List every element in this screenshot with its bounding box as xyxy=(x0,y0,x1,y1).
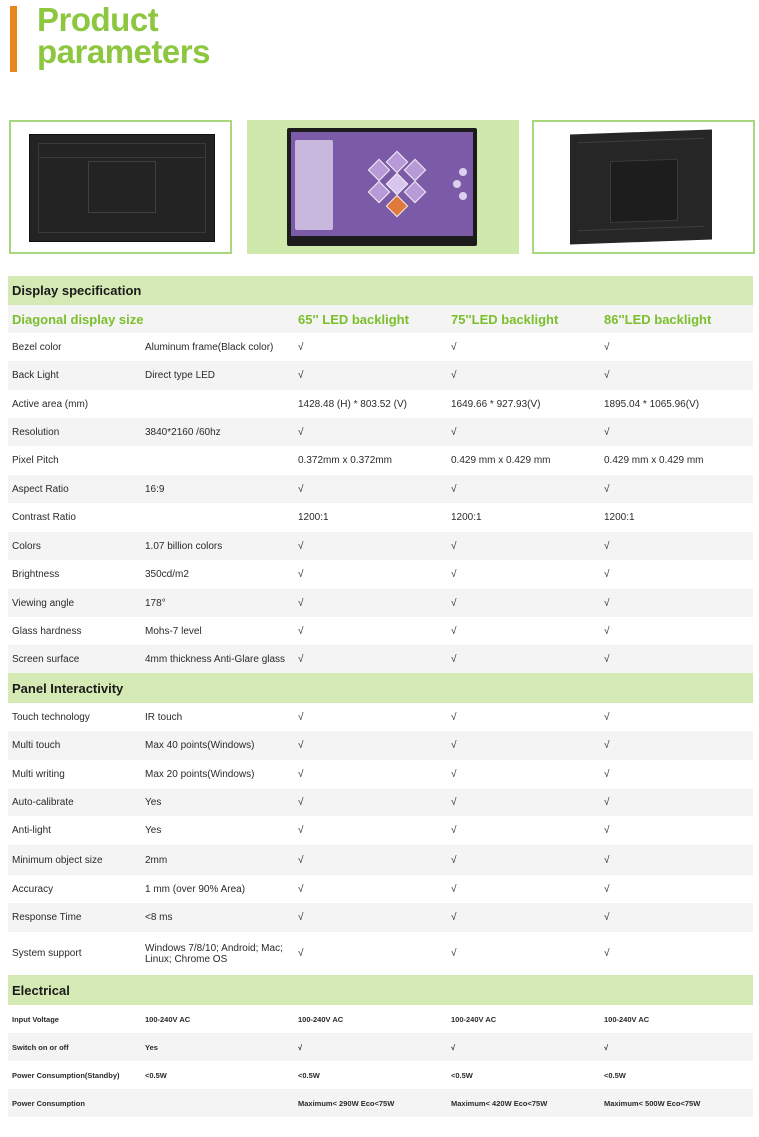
row-value-86: Maximum< 500W Eco<75W xyxy=(600,1089,753,1117)
row-label: Accuracy xyxy=(8,875,141,903)
table-row xyxy=(8,446,753,475)
row-value-86: √ xyxy=(600,703,753,731)
row-value-86: √ xyxy=(600,932,753,975)
row-label: Active area (mm) xyxy=(8,390,141,418)
row-label: Touch technology xyxy=(8,703,141,731)
row-value-75: √ xyxy=(447,789,600,816)
table-row xyxy=(8,645,753,673)
row-label: Back Light xyxy=(8,361,141,390)
row-value-86: √ xyxy=(600,845,753,875)
spec-table xyxy=(8,276,753,1117)
row-value-65: 1428.48 (H) * 803.52 (V) xyxy=(294,390,447,418)
row-description: Mohs-7 level xyxy=(141,617,294,645)
row-description: 100-240V AC xyxy=(141,1005,294,1033)
row-label: Power Consumption xyxy=(8,1089,141,1117)
column-header-row xyxy=(8,305,753,333)
product-image-screen xyxy=(247,120,519,254)
page-title xyxy=(37,1,210,70)
row-value-65: √ xyxy=(294,475,447,503)
row-label: Power Consumption(Standby) xyxy=(8,1061,141,1089)
row-value-65: √ xyxy=(294,589,447,617)
row-value-86: 100-240V AC xyxy=(600,1005,753,1033)
row-value-75: √ xyxy=(447,560,600,589)
row-description: Max 40 points(Windows) xyxy=(141,731,294,760)
row-value-75: √ xyxy=(447,589,600,617)
row-value-86: <0.5W xyxy=(600,1061,753,1089)
row-description xyxy=(141,503,294,532)
row-description: 4mm thickness Anti-Glare glass xyxy=(141,645,294,673)
row-value-65: √ xyxy=(294,617,447,645)
column-header-label: Diagonal display size xyxy=(8,305,294,333)
row-value-75: √ xyxy=(447,418,600,446)
row-value-65: √ xyxy=(294,789,447,816)
row-value-65: 1200:1 xyxy=(294,503,447,532)
row-value-75: √ xyxy=(447,361,600,390)
row-value-86: √ xyxy=(600,333,753,361)
row-value-86: √ xyxy=(600,532,753,560)
row-value-75: √ xyxy=(447,903,600,932)
row-label: Auto-calibrate xyxy=(8,789,141,816)
table-row xyxy=(8,617,753,645)
table-row xyxy=(8,503,753,532)
row-label: Contrast Ratio xyxy=(8,503,141,532)
row-value-65: Maximum< 290W Eco<75W xyxy=(294,1089,447,1117)
row-value-75: 0.429 mm x 0.429 mm xyxy=(447,446,600,475)
row-description xyxy=(141,446,294,475)
row-value-65: √ xyxy=(294,760,447,789)
table-row xyxy=(8,731,753,760)
product-image-front xyxy=(9,120,232,254)
row-value-65: √ xyxy=(294,418,447,446)
row-value-75: 100-240V AC xyxy=(447,1005,600,1033)
row-description: IR touch xyxy=(141,703,294,731)
row-value-86: √ xyxy=(600,903,753,932)
section-electrical xyxy=(8,975,753,1005)
row-value-75: √ xyxy=(447,760,600,789)
table-row xyxy=(8,418,753,446)
row-label: Aspect Ratio xyxy=(8,475,141,503)
title-line-2: parameters xyxy=(37,33,210,70)
row-description: Direct type LED xyxy=(141,361,294,390)
table-row xyxy=(8,361,753,390)
row-label: Pixel Pitch xyxy=(8,446,141,475)
row-label: Viewing angle xyxy=(8,589,141,617)
row-description: 3840*2160 /60hz xyxy=(141,418,294,446)
row-description: Aluminum frame(Black color) xyxy=(141,333,294,361)
row-value-75: <0.5W xyxy=(447,1061,600,1089)
row-value-65: √ xyxy=(294,903,447,932)
product-image-rear xyxy=(532,120,755,254)
row-value-86: √ xyxy=(600,589,753,617)
row-description: Windows 7/8/10; Android; Mac; Linux; Chrome OS xyxy=(141,932,294,975)
row-value-75: √ xyxy=(447,475,600,503)
table-row xyxy=(8,390,753,418)
row-label: Switch on or off xyxy=(8,1033,141,1061)
row-value-86: √ xyxy=(600,475,753,503)
row-value-65: √ xyxy=(294,560,447,589)
row-description xyxy=(141,1089,294,1117)
row-label: Glass hardness xyxy=(8,617,141,645)
row-label: Multi touch xyxy=(8,731,141,760)
row-value-65: √ xyxy=(294,845,447,875)
row-description: 16:9 xyxy=(141,475,294,503)
row-description: Max 20 points(Windows) xyxy=(141,760,294,789)
row-description: 1 mm (over 90% Area) xyxy=(141,875,294,903)
row-value-65: √ xyxy=(294,703,447,731)
row-value-86: √ xyxy=(600,875,753,903)
row-value-75: √ xyxy=(447,645,600,673)
row-value-86: √ xyxy=(600,418,753,446)
title-line-1: Product xyxy=(37,1,159,38)
section-display-specification-title: Display specification xyxy=(8,276,753,305)
row-value-75: √ xyxy=(447,875,600,903)
row-description xyxy=(141,390,294,418)
table-row xyxy=(8,845,753,875)
row-value-65: √ xyxy=(294,1033,447,1061)
row-value-65: √ xyxy=(294,645,447,673)
row-value-75: √ xyxy=(447,731,600,760)
row-description: <8 ms xyxy=(141,903,294,932)
table-row xyxy=(8,560,753,589)
row-value-86: 1200:1 xyxy=(600,503,753,532)
row-label: Anti-light xyxy=(8,816,141,845)
display-rear-graphic xyxy=(570,130,712,245)
row-value-75: √ xyxy=(447,617,600,645)
row-label: Colors xyxy=(8,532,141,560)
row-value-65: 100-240V AC xyxy=(294,1005,447,1033)
row-value-75: √ xyxy=(447,932,600,975)
row-value-86: √ xyxy=(600,560,753,589)
section-electrical-title: Electrical xyxy=(8,975,753,1005)
row-value-65: √ xyxy=(294,731,447,760)
spec-table-body xyxy=(8,276,753,1117)
table-row xyxy=(8,475,753,503)
row-label: Screen surface xyxy=(8,645,141,673)
row-description: 350cd/m2 xyxy=(141,560,294,589)
row-value-86: √ xyxy=(600,645,753,673)
row-label: Minimum object size xyxy=(8,845,141,875)
row-value-65: √ xyxy=(294,532,447,560)
row-value-86: √ xyxy=(600,731,753,760)
title-accent-bar xyxy=(10,6,17,72)
row-description: Yes xyxy=(141,789,294,816)
row-value-65: √ xyxy=(294,875,447,903)
column-header-86: 86''LED backlight xyxy=(600,305,753,333)
row-label: Multi writing xyxy=(8,760,141,789)
row-description: Yes xyxy=(141,1033,294,1061)
table-row xyxy=(8,333,753,361)
row-value-75: Maximum< 420W Eco<75W xyxy=(447,1089,600,1117)
row-value-75: 1649.66 * 927.93(V) xyxy=(447,390,600,418)
row-value-65: √ xyxy=(294,932,447,975)
row-value-65: √ xyxy=(294,361,447,390)
row-value-75: √ xyxy=(447,845,600,875)
row-value-86: √ xyxy=(600,760,753,789)
row-description: 2mm xyxy=(141,845,294,875)
row-label: Input Voltage xyxy=(8,1005,141,1033)
row-value-86: √ xyxy=(600,617,753,645)
table-row xyxy=(8,789,753,816)
display-front-graphic xyxy=(29,134,215,242)
row-value-65: <0.5W xyxy=(294,1061,447,1089)
table-row xyxy=(8,760,753,789)
table-row xyxy=(8,532,753,560)
table-row xyxy=(8,703,753,731)
section-display-specification xyxy=(8,276,753,305)
row-value-75: 1200:1 xyxy=(447,503,600,532)
table-row xyxy=(8,1033,753,1061)
table-row xyxy=(8,932,753,975)
row-value-65: √ xyxy=(294,333,447,361)
row-value-86: √ xyxy=(600,1033,753,1061)
table-row xyxy=(8,875,753,903)
row-description: 178° xyxy=(141,589,294,617)
column-header-65: 65'' LED backlight xyxy=(294,305,447,333)
row-description: Yes xyxy=(141,816,294,845)
row-label: Resolution xyxy=(8,418,141,446)
row-label: Brightness xyxy=(8,560,141,589)
display-screen-graphic xyxy=(287,128,477,246)
row-value-86: √ xyxy=(600,789,753,816)
row-description: 1.07 billion colors xyxy=(141,532,294,560)
row-value-75: √ xyxy=(447,703,600,731)
table-row xyxy=(8,589,753,617)
table-row xyxy=(8,1061,753,1089)
row-label: Response Time xyxy=(8,903,141,932)
section-panel-interactivity xyxy=(8,673,753,703)
row-value-65: 0.372mm x 0.372mm xyxy=(294,446,447,475)
row-value-86: √ xyxy=(600,816,753,845)
row-value-75: √ xyxy=(447,333,600,361)
table-row xyxy=(8,1005,753,1033)
row-value-86: 0.429 mm x 0.429 mm xyxy=(600,446,753,475)
section-panel-interactivity-title: Panel Interactivity xyxy=(8,673,753,703)
row-value-86: 1895.04 * 1065.96(V) xyxy=(600,390,753,418)
row-value-75: √ xyxy=(447,1033,600,1061)
row-value-75: √ xyxy=(447,532,600,560)
row-description: <0.5W xyxy=(141,1061,294,1089)
row-label: System support xyxy=(8,932,141,975)
row-value-86: √ xyxy=(600,361,753,390)
table-row xyxy=(8,816,753,845)
table-row xyxy=(8,903,753,932)
row-value-65: √ xyxy=(294,816,447,845)
row-label: Bezel color xyxy=(8,333,141,361)
row-value-75: √ xyxy=(447,816,600,845)
table-row xyxy=(8,1089,753,1117)
column-header-75: 75''LED backlight xyxy=(447,305,600,333)
